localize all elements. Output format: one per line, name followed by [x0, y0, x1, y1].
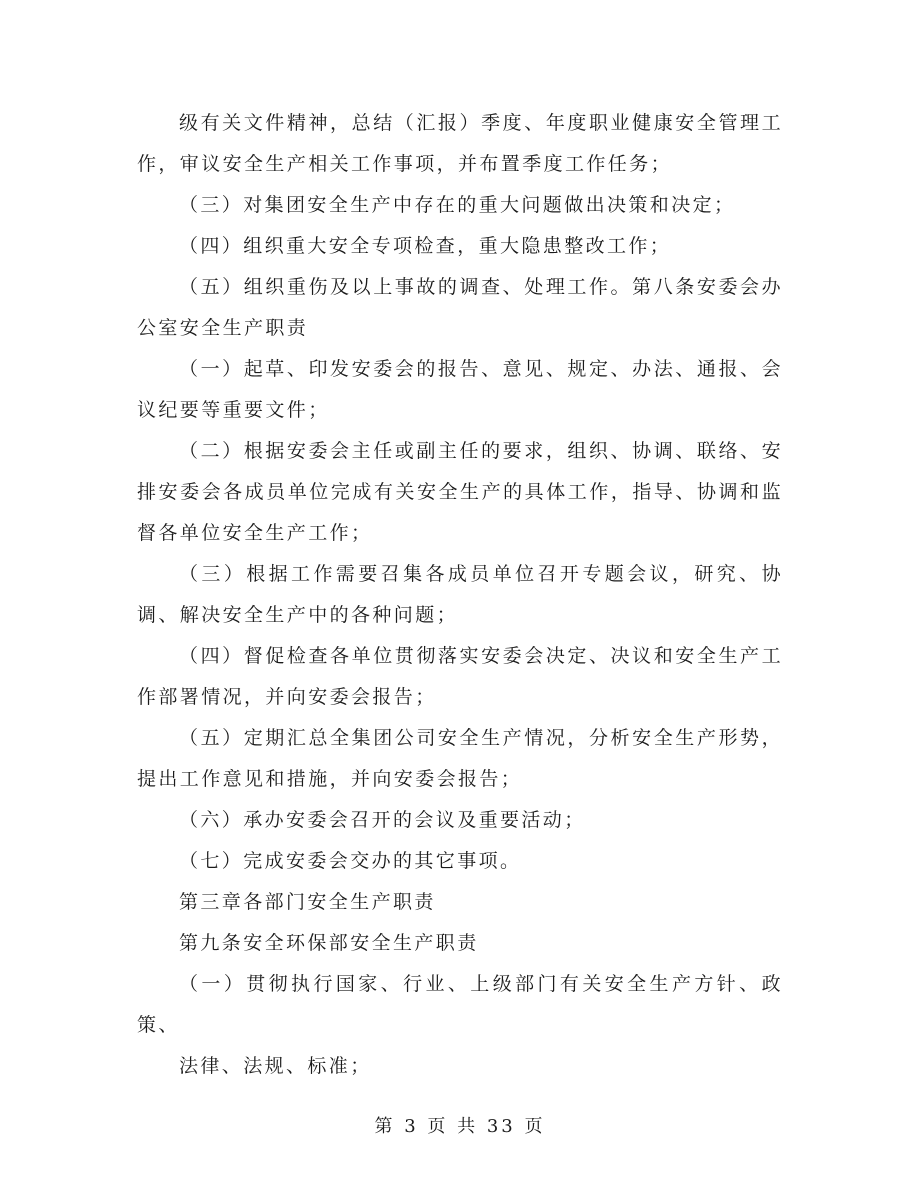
paragraph-9: （五）定期汇总全集团公司安全生产情况，分析安全生产形势，提出工作意见和措施，并向安委会报告； [137, 727, 783, 790]
page-number-footer: 第 3 页 共 33 页 [374, 1116, 546, 1137]
paragraph-3: （四）组织重大安全专项检查，重大隐患整改工作； [179, 235, 672, 257]
document-body [137, 103, 783, 1087]
paragraph-2: （三）对集团安全生产中存在的重大问题做出决策和决定； [179, 194, 736, 216]
chapter-heading: 第三章各部门安全生产职责 [179, 891, 436, 913]
article-heading: 第九条安全环保部安全生产职责 [179, 932, 479, 954]
paragraph-14: （一）贯彻执行国家、行业、上级部门有关安全生产方针、政策、 [137, 973, 783, 1036]
paragraph-15: 法律、法规、标准； [179, 1055, 372, 1077]
paragraph-4: （五）组织重伤及以上事故的调查、处理工作。第八条安委会办公室安全生产职责 [137, 276, 783, 339]
paragraph-10: （六）承办安委会召开的会议及重要活动； [179, 809, 586, 831]
paragraph-7: （三）根据工作需要召集各成员单位召开专题会议，研究、协调、解决安全生产中的各种问题； [137, 563, 783, 626]
paragraph-6: （二）根据安委会主任或副主任的要求，组织、协调、联络、安排安委会各成员单位完成有关安全生产的具体工作，指导、协调和监督各单位安全生产工作； [137, 440, 783, 544]
paragraph-5: （一）起草、印发安委会的报告、意见、规定、办法、通报、会议纪要等重要文件； [137, 358, 783, 421]
paragraph-8: （四）督促检查各单位贯彻落实安委会决定、决议和安全生产工作部署情况，并向安委会报告； [137, 645, 783, 708]
paragraph-1: 级有关文件精神，总结（汇报）季度、年度职业健康安全管理工作，审议安全生产相关工作事项，并布置季度工作任务； [137, 112, 783, 175]
paragraph-11: （七）完成安委会交办的其它事项。 [179, 850, 522, 872]
